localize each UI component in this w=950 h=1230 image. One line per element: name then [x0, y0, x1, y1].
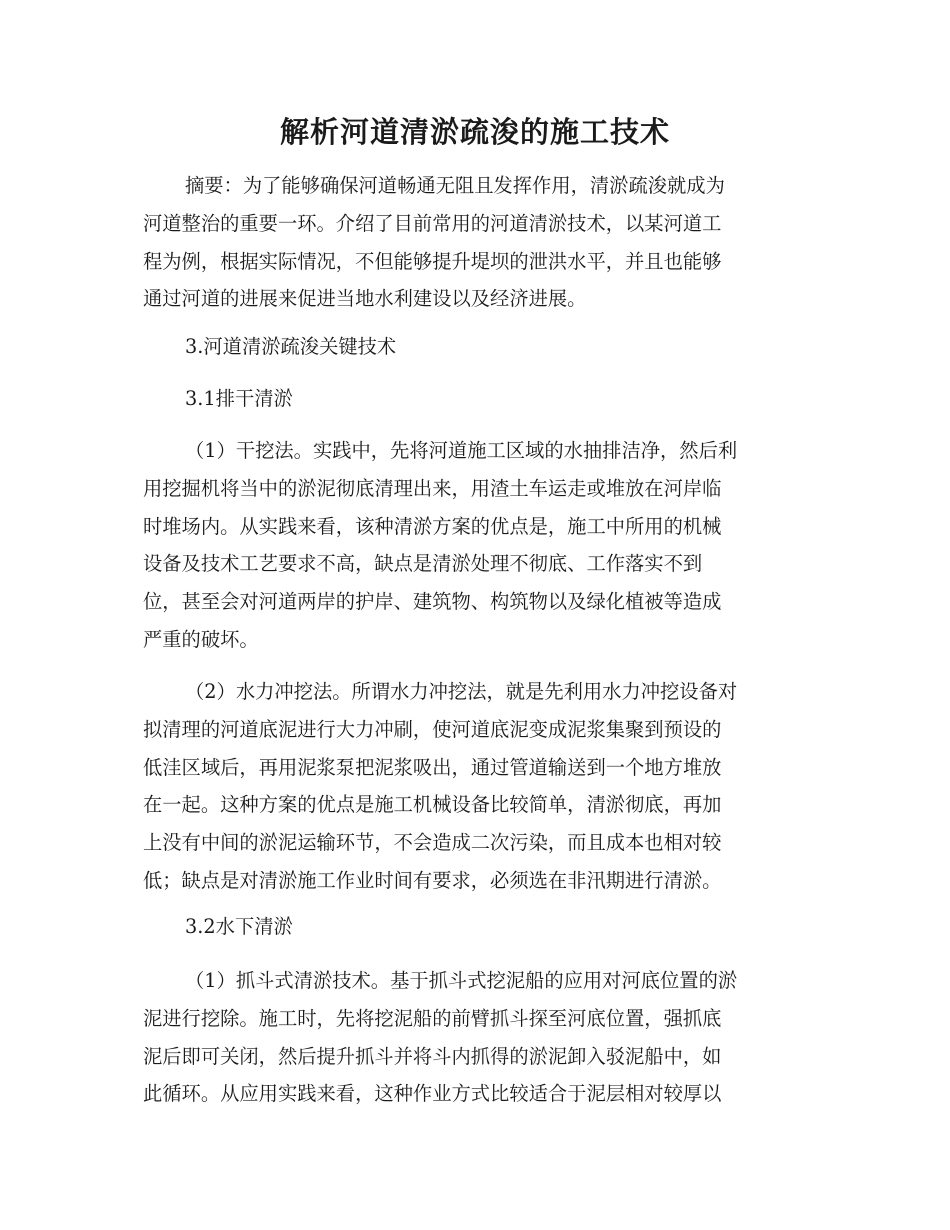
text-line: （1）干挖法。实践中，先将河道施工区域的水抽排洁净，然后利 [185, 439, 738, 462]
text-line: 时堆场内。从实践来看，该种清淤方案的优点是，施工中所用的机械 [143, 514, 722, 538]
section-heading-3-2: 3.2水下清淤 [185, 915, 293, 938]
text-line: 设备及技术工艺要求不高，缺点是清淤处理不彻底、工作落实不到 [143, 552, 703, 576]
text-line: 此循环。从应用实践来看，这种作业方式比较适合于泥层相对较厚以 [143, 1082, 722, 1106]
text-line: 摘要：为了能够确保河道畅通无阻且发挥作用，清淤疏浚就成为 [185, 174, 725, 197]
document-title: 解析河道清淤疏浚的施工技术 [279, 115, 670, 149]
text-line: 拟清理的河道底泥进行大力冲刷，使河道底泥变成泥浆集聚到预设的 [143, 717, 722, 741]
text-line: 严重的破坏。 [143, 627, 259, 651]
text-line: 通过河道的进展来促进当地水利建设以及经济进展。 [143, 287, 587, 311]
text-line: （2）水力冲挖法。所谓水力冲挖法，就是先利用水力冲挖设备对 [185, 680, 738, 703]
text-line: （1）抓斗式清淤技术。基于抓斗式挖泥船的应用对河底位置的淤 [185, 969, 738, 992]
section-heading-3: 3.河道清淤疏浚关键技术 [185, 335, 397, 358]
text-line: 用挖掘机将当中的淤泥彻底清理出来，用渣土车运走或堆放在河岸临 [143, 476, 722, 500]
text-line: 河道整治的重要一环。介绍了目前常用的河道清淤技术，以某河道工 [143, 211, 722, 235]
text-line: 在一起。这种方案的优点是施工机械设备比较简单，清淤彻底，再加 [143, 793, 722, 817]
abstract-paragraph [143, 167, 811, 318]
body-paragraph-2 [143, 673, 811, 900]
body-paragraph-1 [143, 432, 811, 659]
text-line: 程为例，根据实际情况，不但能够提升堤坝的泄洪水平，并且也能够 [143, 249, 722, 273]
text-line: 上没有中间的淤泥运输环节，不会造成二次污染，而且成本也相对较 [143, 831, 722, 855]
text-line: 位，甚至会对河道两岸的护岸、建筑物、构筑物以及绿化植被等造成 [143, 590, 722, 614]
text-line: 低；缺点是对清淤施工作业时间有要求，必须选在非汛期进行清淤。 [143, 868, 722, 892]
body-paragraph-3 [143, 962, 811, 1113]
text-line: 泥进行挖除。施工时，先将挖泥船的前臂抓斗探至河底位置，强抓底 [143, 1006, 722, 1030]
section-heading-3-1: 3.1排干清淤 [185, 387, 293, 410]
text-line: 泥后即可关闭，然后提升抓斗并将斗内抓得的淤泥卸入驳泥船中，如 [143, 1044, 722, 1068]
text-line: 低洼区域后，再用泥浆泵把泥浆吸出，通过管道输送到一个地方堆放 [143, 755, 722, 779]
